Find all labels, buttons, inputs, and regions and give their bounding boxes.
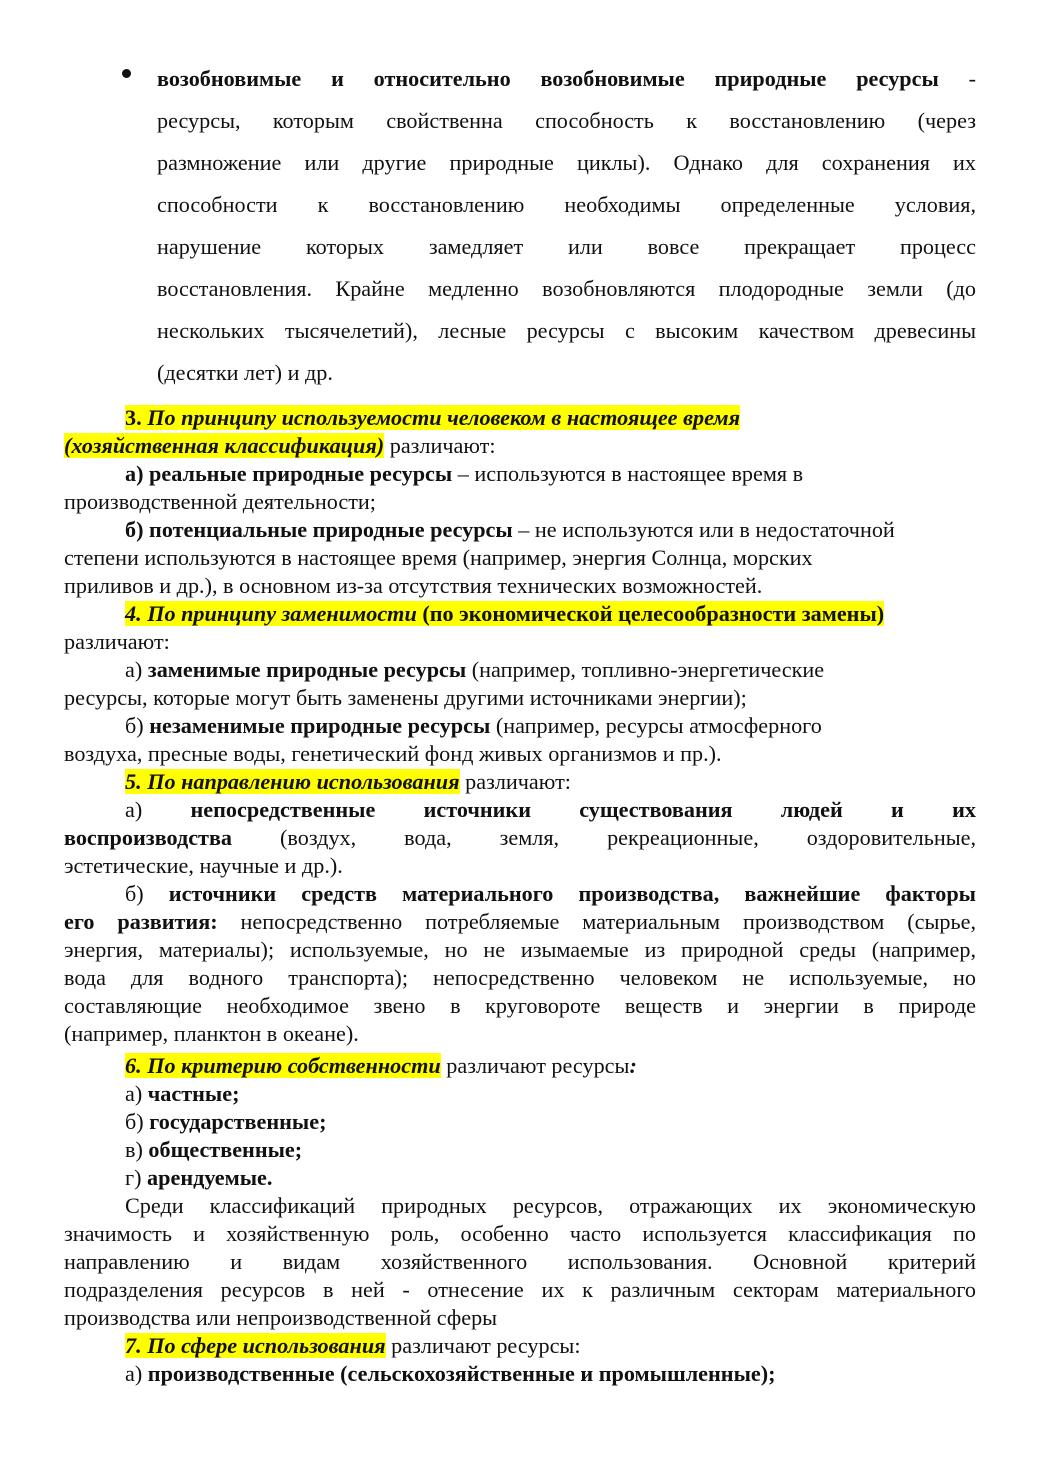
section5-item-b-cont: (например, планктон в океане). xyxy=(64,1021,359,1046)
list-item xyxy=(125,1164,975,1192)
list-item-label: частные; xyxy=(147,1081,240,1106)
section3-after: различают: xyxy=(384,433,496,458)
section5-after: различают: xyxy=(459,769,571,794)
section7-after: различают ресурсы: xyxy=(385,1333,581,1358)
section5-item-b-cont: вода для водного транспорта); непосредственно человеком не используемые, но xyxy=(64,965,976,990)
paragraph-line: производства или непроизводственной сферы xyxy=(64,1305,498,1330)
section6-colon: : xyxy=(629,1053,637,1078)
item-prefix: а) xyxy=(125,657,148,682)
section5-item-b-cont: составляющие необходимое звено в круговороте веществ и энергии в природе xyxy=(64,993,976,1018)
section5-b-label-cont: его развития: xyxy=(64,909,218,934)
section3-num: 3. xyxy=(125,405,148,430)
item-prefix: б) xyxy=(125,881,169,906)
section4-heading xyxy=(125,600,975,628)
list-item-label: арендуемые. xyxy=(147,1165,273,1190)
section6-after: различают ресурсы xyxy=(440,1053,630,1078)
section3-title-cont: (хозяйственная классификация) xyxy=(64,433,385,458)
item-prefix: б) xyxy=(125,1109,150,1134)
section4-item-b xyxy=(125,712,975,740)
section5-title: 5. По направлению использования xyxy=(125,769,460,794)
list-item xyxy=(125,1080,975,1108)
section4-item-a xyxy=(125,656,975,684)
paragraph-line: подразделения ресурсов в ней - отнесение их к различным секторам материального xyxy=(64,1277,976,1302)
bullet-line: восстановления. Крайне медленно возобновляются плодородные земли (до xyxy=(157,276,976,301)
section3-item-b-cont: степени используются в настоящее время (например, энергия Солнца, морских xyxy=(64,545,813,570)
section4-title: 4. По принципу заменимости xyxy=(125,601,417,626)
bullet-title: возобновимые и относительно возобновимые природные ресурсы xyxy=(157,66,939,91)
section4-b-label: незаменимые природные ресурсы xyxy=(149,713,491,738)
section5-b-label: источники средств материального производства, важнейшие факторы xyxy=(168,881,976,906)
section4-after: различают: xyxy=(64,629,170,654)
bullet-line: размножение или другие природные циклы). Однако для сохранения их xyxy=(157,150,976,175)
section5-a-label-cont: воспроизводства xyxy=(64,825,233,850)
section3-title: По принципу используемости человеком в настоящее время xyxy=(147,405,740,430)
section6-heading xyxy=(125,1052,975,1080)
bullet-line: нарушение которых замедляет или вовсе прекращает процесс xyxy=(157,234,976,259)
item-prefix: а) xyxy=(125,797,191,822)
section5-item-b xyxy=(125,880,976,908)
section4-a-label: заменимые природные ресурсы xyxy=(147,657,467,682)
item-prefix: а) xyxy=(125,1081,148,1106)
bullet-title-line xyxy=(157,62,976,96)
section6-title: 6. По критерию собственности xyxy=(125,1053,441,1078)
bullet-icon xyxy=(122,69,131,78)
bullet-line: нескольких тысячелетий), лесные ресурсы с высоким качеством древесины xyxy=(157,318,976,343)
section3-heading xyxy=(125,404,975,432)
paragraph-line: значимость и хозяйственную роль, особенно часто используется классификация по xyxy=(64,1221,976,1246)
section4-a-text: (например, топливно-энергетические xyxy=(466,657,825,682)
section3-b-label: б) потенциальные природные ресурсы xyxy=(125,517,513,542)
section5-item-a xyxy=(125,796,976,824)
section7-heading xyxy=(125,1332,975,1360)
paragraph-line: Среди классификаций природных ресурсов, отражающих их экономическую xyxy=(125,1193,976,1218)
section3-item-b-cont: приливов и др.), в основном из-за отсутствия технических возможностей. xyxy=(64,573,763,598)
section7-a-label: производственные (сельскохозяйственные и промышленные); xyxy=(147,1361,776,1386)
section5-a-label: непосредственные источники существования людей и их xyxy=(190,797,976,822)
bullet-dash: - xyxy=(938,66,976,91)
section4-b-text: (например, ресурсы атмосферного xyxy=(490,713,822,738)
list-item-label: общественные; xyxy=(148,1137,303,1162)
section3-a-label: а) реальные природные ресурсы xyxy=(125,461,453,486)
list-item xyxy=(125,1136,975,1164)
item-prefix: а) xyxy=(125,1361,148,1386)
paragraph-line: направлению и видам хозяйственного использования. Основной критерий xyxy=(64,1249,976,1274)
section3-item-a-cont: производственной деятельности; xyxy=(64,489,376,514)
section5-heading xyxy=(125,768,975,796)
section4-title-bold: (по экономической целесообразности замены) xyxy=(416,601,885,626)
list-item xyxy=(125,1108,975,1136)
section7-item-a xyxy=(125,1360,975,1388)
bullet-line: ресурсы, которым свойственна способность к восстановлению (через xyxy=(157,108,976,133)
section3-item-b xyxy=(125,516,975,544)
section5-a-text: (воздух, вода, земля, рекреационные, оздоровительные, xyxy=(232,825,976,850)
section5-item-b-line2 xyxy=(64,908,976,936)
section4-item-a-cont: ресурсы, которые могут быть заменены другими источниками энергии); xyxy=(64,685,747,710)
section3-a-text: – используются в настоящее время в xyxy=(452,461,804,486)
section3-b-text: – не используются или в недостаточной xyxy=(512,517,895,542)
section3-item-a xyxy=(125,460,975,488)
item-prefix: в) xyxy=(125,1137,149,1162)
section3-heading-cont xyxy=(64,432,976,460)
section5-item-b-cont: энергия, материалы); используемые, но не изымаемые из природной среды (например, xyxy=(64,937,976,962)
section5-b-text: непосредственно потребляемые материальным производством (сырье, xyxy=(217,909,976,934)
section4-item-b-cont: воздуха, пресные воды, генетический фонд живых организмов и пр.). xyxy=(64,741,722,766)
item-prefix: г) xyxy=(125,1165,148,1190)
section7-title: 7. По сфере использования xyxy=(125,1333,386,1358)
bullet-line: способности к восстановлению необходимы определенные условия, xyxy=(157,192,976,217)
list-item-label: государственные; xyxy=(149,1109,327,1134)
item-prefix: б) xyxy=(125,713,150,738)
bullet-line: (десятки лет) и др. xyxy=(157,360,333,385)
section5-item-a-cont: эстетические, научные и др.). xyxy=(64,853,343,878)
section5-item-a-line2 xyxy=(64,824,976,852)
